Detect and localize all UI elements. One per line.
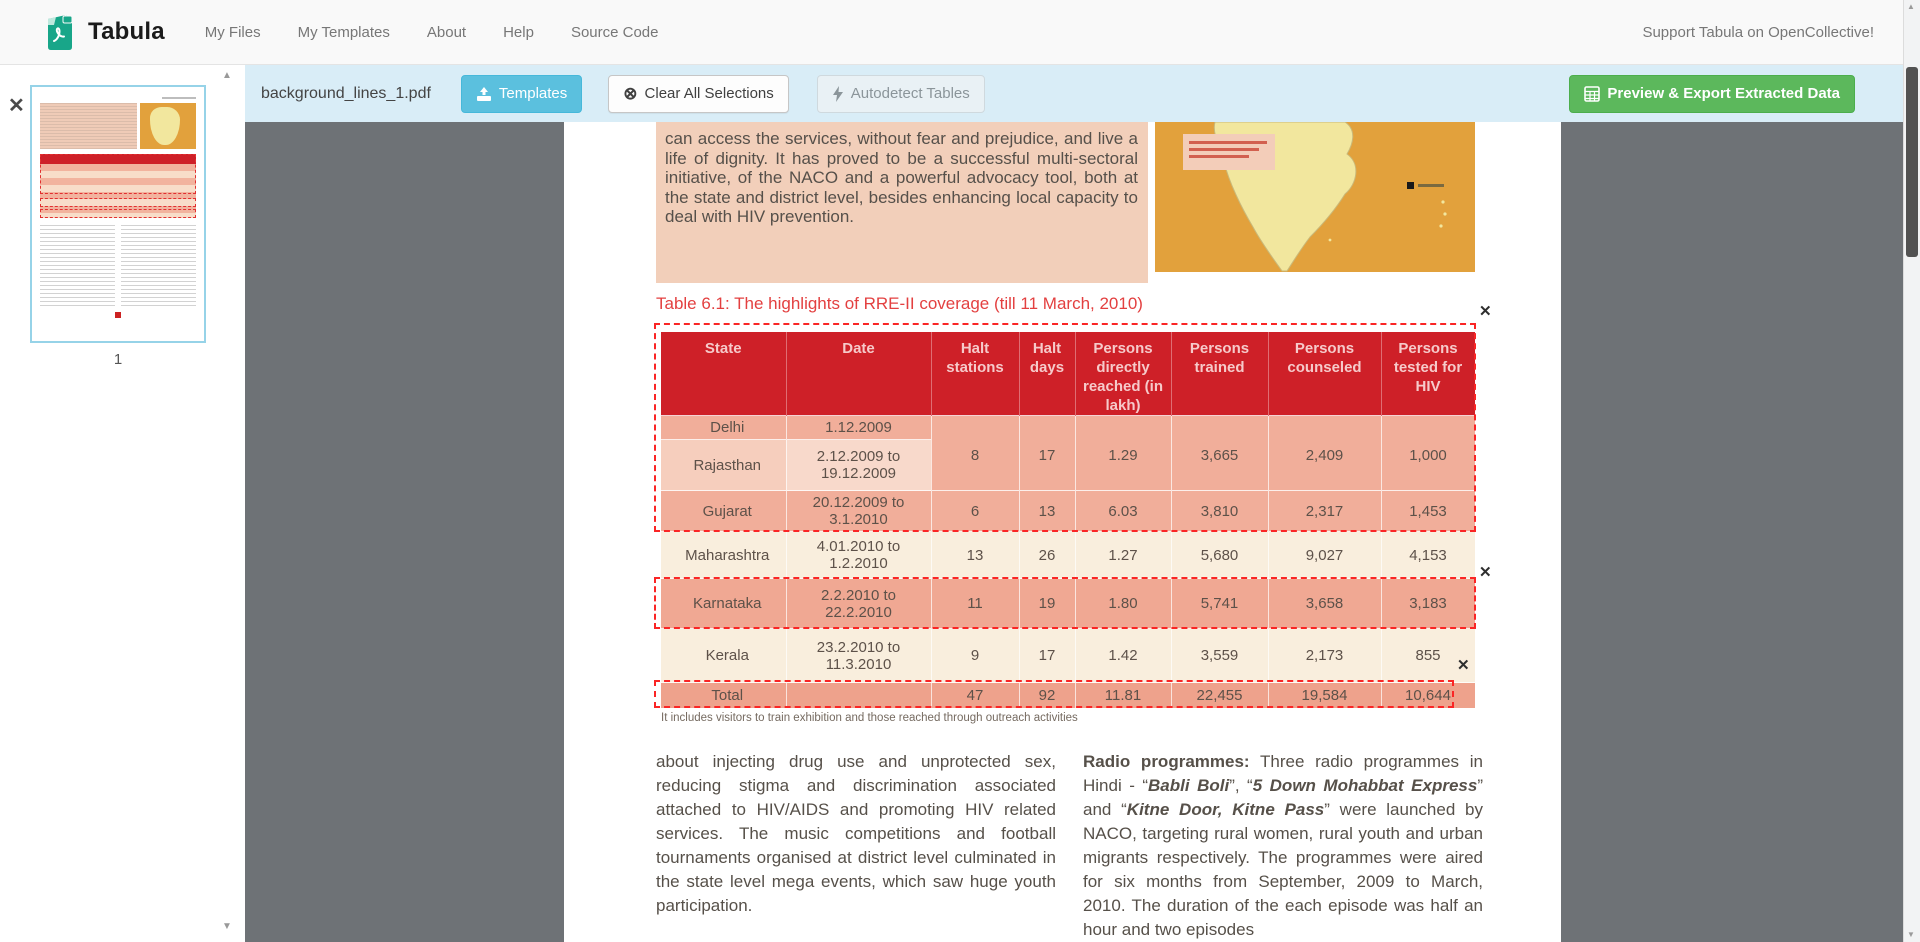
table-cell: 2.12.2009 to 19.12.2009 bbox=[786, 440, 931, 491]
thumb-top-row bbox=[40, 103, 196, 149]
thumb-table bbox=[40, 154, 196, 218]
table-cell: 92 bbox=[1019, 683, 1075, 708]
selection-region-1[interactable] bbox=[654, 323, 1476, 532]
thumb-selection-2 bbox=[40, 198, 196, 207]
table-cell: 9,027 bbox=[1268, 532, 1381, 579]
column-header: Persons counseled bbox=[1268, 332, 1381, 416]
table-cell: 13 bbox=[1019, 491, 1075, 532]
templates-label: Templates bbox=[498, 85, 568, 102]
table-cell: 1.29 bbox=[1075, 416, 1171, 491]
india-map-image bbox=[1155, 122, 1475, 272]
nav-item-help[interactable]: Help bbox=[503, 23, 534, 41]
autodetect-label: Autodetect Tables bbox=[850, 85, 970, 102]
table-cell: 3,810 bbox=[1171, 491, 1268, 532]
table-cell: 1.42 bbox=[1075, 629, 1171, 683]
table-cell: 22,455 bbox=[1171, 683, 1268, 708]
templates-icon bbox=[476, 85, 492, 102]
table-cell: Total bbox=[661, 683, 786, 708]
remove-file-icon[interactable]: ✕ bbox=[8, 95, 25, 117]
selection-region-2[interactable] bbox=[654, 577, 1476, 629]
table-title: Table 6.1: The highlights of RRE-II coverage (till 11 March, 2010) bbox=[656, 294, 1143, 313]
column-header: Date bbox=[786, 332, 931, 416]
column-header: Persons tested for HIV bbox=[1381, 332, 1475, 416]
column-header: State bbox=[661, 332, 786, 416]
sidebar-scroll-down-icon[interactable]: ▼ bbox=[222, 921, 232, 932]
table-cell: 17 bbox=[1019, 629, 1075, 683]
page-thumbnail[interactable] bbox=[30, 85, 206, 343]
sidebar-scroll-up-icon[interactable]: ▲ bbox=[222, 70, 232, 81]
top-nav bbox=[0, 0, 1920, 65]
table-cell: 19 bbox=[1019, 579, 1075, 629]
window-scrollbar[interactable] bbox=[1903, 0, 1920, 942]
column-header: Persons directly reached (in lakh) bbox=[1075, 332, 1171, 416]
table-cell: 6 bbox=[931, 491, 1019, 532]
table-cell: 13 bbox=[931, 532, 1019, 579]
table-cell: 23.2.2010 to 11.3.2010 bbox=[786, 629, 931, 683]
table-cell: 3,658 bbox=[1268, 579, 1381, 629]
table-cell: Delhi bbox=[661, 416, 786, 440]
thumbnail-page-number: 1 bbox=[113, 351, 123, 368]
table-cell: Gujarat bbox=[661, 491, 786, 532]
column-header: Halt days bbox=[1019, 332, 1075, 416]
table-cell: 8 bbox=[931, 416, 1019, 491]
table-cell: 5,741 bbox=[1171, 579, 1268, 629]
table-cell: 1.27 bbox=[1075, 532, 1171, 579]
preview-export-button[interactable] bbox=[1569, 75, 1855, 113]
table-cell: 3,665 bbox=[1171, 416, 1268, 491]
tabula-logo-icon bbox=[44, 13, 76, 51]
table-cell: 3,559 bbox=[1171, 629, 1268, 683]
table-cell: 19,584 bbox=[1268, 683, 1381, 708]
table-cell: 20.12.2009 to 3.1.2010 bbox=[786, 491, 931, 532]
export-label: Preview & Export Extracted Data bbox=[1607, 85, 1840, 102]
table-cell: 4,153 bbox=[1381, 532, 1475, 579]
table-cell: Kerala bbox=[661, 629, 786, 683]
nav-item-my-templates[interactable]: My Templates bbox=[297, 23, 390, 41]
scrollbar-thumb[interactable] bbox=[1906, 67, 1918, 257]
thumb-text-block bbox=[40, 103, 137, 149]
table-cell: 2,173 bbox=[1268, 629, 1381, 683]
table-cell: 1.80 bbox=[1075, 579, 1171, 629]
column-header: Halt stations bbox=[931, 332, 1019, 416]
support-link[interactable]: Support Tabula on OpenCollective! bbox=[1642, 23, 1874, 41]
open-filename: background_lines_1.pdf bbox=[261, 84, 431, 102]
templates-button[interactable] bbox=[461, 75, 582, 113]
thumb-selection-1 bbox=[40, 154, 196, 194]
selection-region-3[interactable] bbox=[654, 680, 1454, 708]
lightning-icon bbox=[832, 85, 844, 102]
table-cell: 11.81 bbox=[1075, 683, 1171, 708]
pdf-page[interactable] bbox=[564, 122, 1561, 942]
table-cell: 47 bbox=[931, 683, 1019, 708]
body-paragraph-left: about injecting drug use and unprotected sex, reducing stigma and discrimination associated attached to HIV/AIDS and promoting HIV related services. The music competitions and football tournaments organised at district level culminated in the state level mega events, which saw huge youth participation. bbox=[656, 752, 1056, 915]
table-cell: 855 bbox=[1381, 629, 1475, 683]
clear-label: Clear All Selections bbox=[644, 85, 774, 102]
spreadsheet-icon bbox=[1584, 85, 1600, 102]
table-cell: 1.12.2009 bbox=[786, 416, 931, 440]
table-cell: 9 bbox=[931, 629, 1019, 683]
nav-item-source-code[interactable]: Source Code bbox=[570, 23, 659, 41]
intro-paragraph: can access the services, without fear and prejudice, and live a life of dignity. It has proved to be a successful multi-sectoral initiative, of the NACO and a powerful advocacy tool, both at the state and district level, besides enhancing local capacity to deal with HIV prevention. bbox=[656, 122, 1148, 283]
clear-all-selections-button[interactable] bbox=[608, 75, 788, 113]
remove-selection-2-icon[interactable]: ✕ bbox=[1479, 564, 1492, 581]
table-cell: 3,183 bbox=[1381, 579, 1475, 629]
table-cell: 17 bbox=[1019, 416, 1075, 491]
circle-x-icon: ⊗ bbox=[623, 83, 638, 103]
remove-selection-1-icon[interactable]: ✕ bbox=[1479, 303, 1492, 320]
table-cell: 11 bbox=[931, 579, 1019, 629]
thumbnail-sidebar bbox=[0, 65, 245, 942]
autodetect-tables-button[interactable] bbox=[817, 75, 985, 113]
scrollbar-down-icon[interactable]: ▼ bbox=[1907, 930, 1915, 939]
body-paragraph-right: Radio programmes: Three radio programmes in Hindi - “Babli Boli”, “5 Down Mohabbat Express” and “Kitne Door, Kitne Pass” were launched by NACO, targeting rural women, rural youth and urban migrants respectively. The programmes were aired for six months from September, 2009 to March, 2010. The duration of the each episode was half an hour and two episodes bbox=[1083, 752, 1484, 939]
nav-item-about[interactable]: About bbox=[426, 23, 467, 41]
column-header: Persons trained bbox=[1171, 332, 1268, 416]
table-cell: 1,453 bbox=[1381, 491, 1475, 532]
thumb-selection-3 bbox=[40, 209, 196, 218]
table-cell: 26 bbox=[1019, 532, 1075, 579]
table-cell: Karnataka bbox=[661, 579, 786, 629]
table-cell: 2,409 bbox=[1268, 416, 1381, 491]
table-footnote: It includes visitors to train exhibition and those reached through outreach activities bbox=[661, 712, 1078, 724]
thumb-page-marker bbox=[115, 312, 121, 318]
brand[interactable] bbox=[44, 13, 165, 51]
thumb-header-line bbox=[162, 97, 196, 99]
table-cell: Rajasthan bbox=[661, 440, 786, 491]
table-cell: 4.01.2010 to 1.2.2010 bbox=[786, 532, 931, 579]
nav-item-my-files[interactable]: My Files bbox=[204, 23, 261, 41]
table-cell: 2,317 bbox=[1268, 491, 1381, 532]
thumb-text-columns bbox=[40, 225, 196, 309]
toolbar bbox=[245, 65, 1903, 122]
table-cell: 6.03 bbox=[1075, 491, 1171, 532]
table-row bbox=[661, 629, 1475, 683]
table-cell: 1,000 bbox=[1381, 416, 1475, 491]
table-cell: 10,644 bbox=[1381, 683, 1475, 708]
nav-links bbox=[205, 24, 659, 41]
brand-title: Tabula bbox=[88, 18, 165, 45]
thumb-map bbox=[140, 103, 196, 149]
table-cell: 5,680 bbox=[1171, 532, 1268, 579]
table-row bbox=[661, 532, 1475, 579]
remove-selection-3-icon[interactable]: ✕ bbox=[1457, 657, 1470, 674]
scrollbar-up-icon[interactable]: ▲ bbox=[1907, 2, 1915, 11]
table-cell: 2.2.2010 to 22.2.2010 bbox=[786, 579, 931, 629]
table-cell: Maharashtra bbox=[661, 532, 786, 579]
